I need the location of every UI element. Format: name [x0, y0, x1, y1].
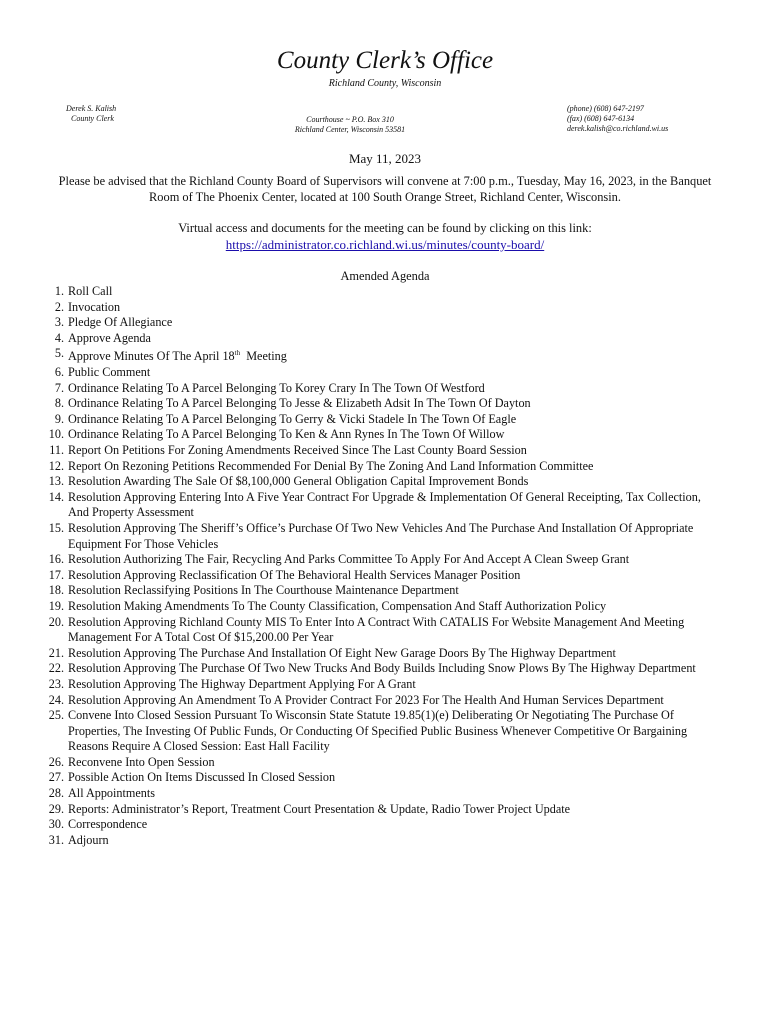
- clerk-name: Derek S. Kalish: [66, 104, 117, 113]
- clerk-name-block: [66, 104, 116, 124]
- agenda-item-number: 20.: [48, 614, 64, 629]
- agenda-item-text-part: Approve Minutes Of The April 18: [68, 349, 235, 364]
- minutes-link[interactable]: https://administrator.co.richland.wi.us/minutes/county-board/: [225, 237, 545, 252]
- agenda-item: [34, 708, 724, 755]
- fax: (fax) (608) 647-6134: [567, 114, 635, 123]
- agenda-item: [34, 646, 724, 662]
- agenda-item-text: Possible Action On Items Discussed In Closed Session: [68, 770, 336, 785]
- agenda-item-number: 23.: [48, 676, 64, 691]
- county-subtitle: Richland County, Wisconsin: [328, 78, 442, 89]
- agenda-item-text: Resolution Approving The Highway Department Applying For A Grant: [68, 676, 416, 691]
- agenda-item-number: 6.: [54, 365, 64, 380]
- agenda-item-text: Resolution Approving The Sheriff’s Office’s Purchase Of Two New Vehicles And The Purchase And Installation Of Appropriate Equipment For Those Vehicles: [68, 520, 694, 551]
- agenda-item-text: Resolution Authorizing The Fair, Recycling And Parks Committee To Apply For And Accept A Clean Sweep Grant: [68, 552, 630, 567]
- agenda-item-number: 19.: [48, 598, 64, 613]
- agenda-item: [34, 583, 724, 599]
- agenda-item-text: Pledge Of Allegiance: [68, 315, 173, 330]
- agenda-item: [34, 833, 724, 849]
- agenda-item-text: All Appointments: [68, 786, 156, 801]
- agenda-item-number: 30.: [48, 817, 64, 832]
- agenda-item: [34, 300, 724, 316]
- agenda-item: [34, 443, 724, 459]
- contact-block: [567, 104, 668, 134]
- agenda-item: [34, 817, 724, 833]
- agenda-item-number: 12.: [48, 458, 64, 473]
- agenda-title: Amended Agenda: [340, 269, 430, 283]
- agenda-item-number: 10.: [48, 427, 64, 442]
- agenda-item-number: 5.: [54, 346, 64, 361]
- agenda-item-number: 3.: [54, 315, 64, 330]
- agenda-item: [34, 770, 724, 786]
- agenda-item-number: 28.: [48, 786, 64, 801]
- agenda-item-text: Invocation: [68, 299, 121, 314]
- address-line-2: Richland Center, Wisconsin 53581: [294, 125, 406, 134]
- agenda-item: [34, 459, 724, 475]
- address-line-1: Courthouse ~ P.O. Box 310: [306, 115, 394, 124]
- agenda-item-number: 14.: [48, 489, 64, 504]
- agenda-item-number: 2.: [54, 299, 64, 314]
- agenda-item-number: 24.: [48, 692, 64, 707]
- agenda-item: [34, 693, 724, 709]
- agenda-item: [34, 615, 724, 646]
- meeting-notice: Please be advised that the Richland County Board of Supervisors will convene at 7:00 p.m., Tuesday, May 16, 2023, in the Banquet Room of The Phoenix Center, located at 100 South Orange Street, Richland Center, Wisconsin.: [58, 174, 712, 204]
- agenda-item-number: 15.: [48, 520, 64, 535]
- agenda-item-text: Report On Rezoning Petitions Recommended For Denial By The Zoning And Land Information Committee: [68, 458, 594, 473]
- agenda-item: [34, 490, 724, 521]
- agenda-item-text: Ordinance Relating To A Parcel Belonging To Ken & Ann Rynes In The Town Of Willow: [68, 427, 505, 442]
- agenda-item-number: 11.: [49, 443, 64, 457]
- agenda-item: [34, 284, 724, 300]
- agenda-item-text: Resolution Approving Richland County MIS To Enter Into A Contract With CATALIS For Website Management And Meeting Management For A Total Cost Of $15,200.00 Per Year: [68, 614, 685, 645]
- agenda-item-text: Ordinance Relating To A Parcel Belonging To Gerry & Vicki Stadele In The Town Of Eagle: [68, 411, 517, 426]
- agenda-item-number: 7.: [54, 380, 64, 395]
- agenda-item-number: 4.: [54, 330, 64, 345]
- agenda-item-number: 31.: [48, 832, 64, 847]
- agenda-item-text: Roll Call: [68, 284, 113, 298]
- agenda-item-text: Resolution Approving An Amendment To A Provider Contract For 2023 For The Health And Human Services Department: [68, 692, 664, 707]
- agenda-item-number: 27.: [48, 770, 64, 785]
- office-title: County Clerk’s Office: [276, 47, 494, 74]
- agenda-item: [34, 755, 724, 771]
- agenda-item-number: 8.: [54, 396, 64, 411]
- agenda-item: [34, 381, 724, 397]
- agenda-item: [34, 346, 724, 365]
- agenda-item-text: Adjourn: [68, 832, 109, 847]
- agenda-item-number: 16.: [48, 552, 64, 567]
- clerk-role: County Clerk: [71, 114, 114, 123]
- letter-date: May 11, 2023: [348, 151, 422, 166]
- agenda-item-text: Convene Into Closed Session Pursuant To Wisconsin State Statute 19.85(1)(e) Deliberating Or Negotiating The Purchase Of Properties, The Investing Of Public Funds, Or Conducting Of Specified Public Business Whenever Competitive Or Bargaining Reasons Require A Closed Session: East Hall Facility: [68, 708, 688, 754]
- agenda-list: [34, 284, 724, 848]
- agenda-item: [34, 786, 724, 802]
- agenda-item-number: 9.: [54, 411, 64, 426]
- agenda-item-text: Resolution Approving The Purchase Of Two New Trucks And Body Builds Including Snow Plows By The Highway Department: [68, 661, 696, 676]
- agenda-item-text: Resolution Approving The Purchase And Installation Of Eight New Garage Doors By The Highway Department: [68, 645, 616, 660]
- virtual-access-text: Virtual access and documents for the meeting can be found by clicking on this link:: [178, 221, 592, 235]
- agenda-item-number: 29.: [48, 801, 64, 816]
- agenda-item: [34, 568, 724, 584]
- agenda-item-number: 1.: [54, 284, 64, 298]
- agenda-item: [34, 427, 724, 443]
- address-block: [250, 115, 450, 135]
- phone: (phone) (608) 647-2197: [567, 104, 644, 113]
- agenda-item-number: 21.: [48, 645, 64, 660]
- agenda-item-number: 13.: [48, 474, 64, 489]
- agenda-item-number: 26.: [48, 754, 64, 769]
- agenda-item-number: 22.: [48, 661, 64, 676]
- agenda-item-text: Resolution Making Amendments To The County Classification, Compensation And Staff Authorization Policy: [68, 598, 607, 613]
- agenda-item: [34, 412, 724, 428]
- agenda-item-text-part: Meeting: [240, 349, 287, 364]
- agenda-item: [34, 802, 724, 818]
- agenda-item-text: Resolution Awarding The Sale Of $8,100,000 General Obligation Capital Improvement Bonds: [68, 474, 529, 489]
- agenda-item-number: 18.: [48, 583, 64, 598]
- agenda-item-text: Reconvene Into Open Session: [68, 754, 215, 769]
- agenda-item-text: Ordinance Relating To A Parcel Belonging To Jesse & Elizabeth Adsit In The Town Of Dayton: [68, 396, 531, 411]
- agenda-item: [34, 599, 724, 615]
- agenda-item-text: Correspondence: [68, 817, 148, 832]
- agenda-item-text: Reports: Administrator’s Report, Treatment Court Presentation & Update, Radio Tower Project Update: [68, 801, 571, 816]
- agenda-item-number: 25.: [48, 708, 64, 723]
- agenda-item-text: Ordinance Relating To A Parcel Belonging To Korey Crary In The Town Of Westford: [68, 380, 485, 395]
- agenda-item-text: Resolution Approving Entering Into A Five Year Contract For Upgrade & Implementation Of General Receipting, Tax Collection, And Property Assessment: [68, 489, 701, 520]
- agenda-item: [34, 315, 724, 331]
- ordinal-suffix: th: [234, 349, 241, 358]
- agenda-item: [34, 677, 724, 693]
- agenda-item-text: Resolution Approving Reclassification Of The Behavioral Health Services Manager Position: [68, 567, 521, 582]
- agenda-item: [34, 331, 724, 347]
- agenda-item: [34, 474, 724, 490]
- agenda-item-text: Public Comment: [68, 365, 151, 380]
- agenda-item: [34, 552, 724, 568]
- email[interactable]: derek.kalish@co.richland.wi.us: [567, 124, 669, 133]
- agenda-item: [34, 365, 724, 381]
- agenda-item-number: 17.: [48, 567, 64, 582]
- agenda-item-text: Resolution Reclassifying Positions In The Courthouse Maintenance Department: [68, 583, 459, 598]
- agenda-item: [34, 521, 724, 552]
- agenda-item: [34, 396, 724, 412]
- agenda-item-text: Report On Petitions For Zoning Amendments Received Since The Last County Board Session: [68, 443, 527, 457]
- agenda-item-text: [68, 346, 724, 365]
- agenda-item-text: Approve Agenda: [68, 330, 151, 345]
- agenda-item: [34, 661, 724, 677]
